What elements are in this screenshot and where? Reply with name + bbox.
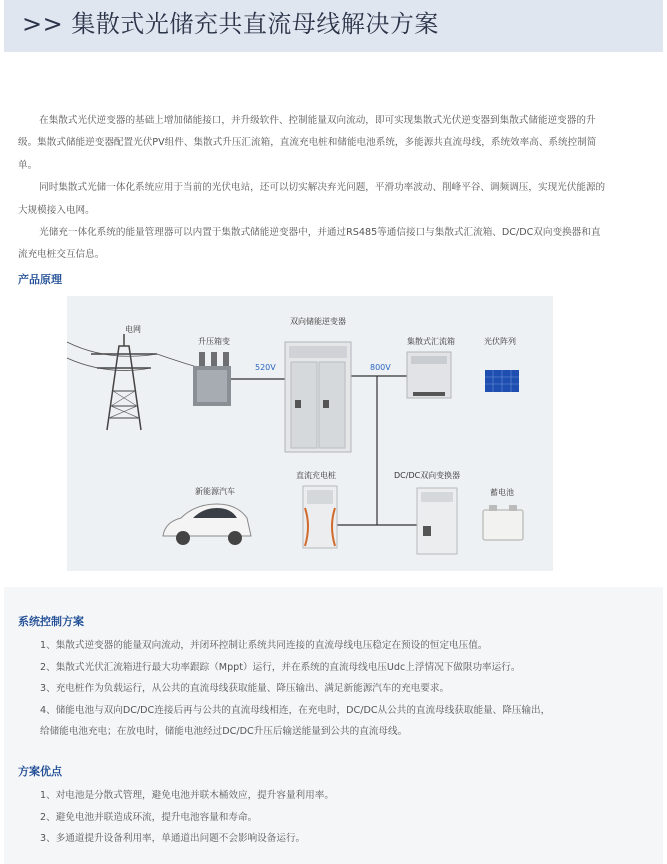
lower-section bbox=[4, 587, 663, 864]
advantages-list bbox=[40, 785, 334, 850]
label-combiner: 集散式汇流箱 bbox=[407, 337, 455, 346]
label-ev: 新能源汽车 bbox=[195, 487, 235, 496]
page-header bbox=[4, 0, 663, 52]
page-title: >> 集散式光储充共直流母线解决方案 bbox=[22, 10, 439, 38]
inverter-cabinet-icon bbox=[285, 342, 351, 452]
label-dcdc: DC/DC双向变换器 bbox=[394, 471, 461, 480]
label-transformer: 升压箱变 bbox=[198, 337, 230, 346]
label-grid: 电网 bbox=[125, 325, 141, 334]
control-heading: 系统控制方案 bbox=[18, 615, 84, 628]
intro-paragraph: 光储充一体化系统的能量管理器可以内置于集散式储能逆变器中，并通过RS485等通信接口与集散式汇流箱、DC/DC双向变换器和直流充电桩交互信息。 bbox=[18, 227, 601, 261]
dcdc-converter-icon bbox=[417, 488, 457, 554]
list-item: 4、储能电池与双向DC/DC连接后再与公共的直流母线相连，在充电时，DC/DC从公共的直流母线获取能量、降压输出， bbox=[40, 704, 551, 716]
list-item: 2、避免电池并联造成环流，提升电池容量和寿命。 bbox=[40, 811, 258, 823]
intro-paragraph: 在集散式光伏逆变器的基础上增加储能接口，并升级软件、控制能量双向流动，即可实现集散式光伏逆变器到集散式储能逆变器的升级。集散式储能逆变器配置光伏PV组件、集散式升压汇流箱，直流充电桩和储能电池系统，多能源共直流母线，系统效率高、系统控制简单。 bbox=[18, 115, 597, 171]
solar-panel-icon bbox=[485, 370, 519, 392]
label-520v: 520V bbox=[255, 363, 276, 372]
charger-icon bbox=[303, 486, 337, 548]
battery-icon bbox=[483, 505, 523, 540]
combiner-box-icon bbox=[407, 352, 451, 398]
list-item: 给储能电池充电；在放电时，储能电池经过DC/DC升压后输送能量到公共的直流母线。 bbox=[40, 726, 408, 737]
intro-text bbox=[18, 110, 608, 267]
list-item: 1、集散式逆变器的能量双向流动，并闭环控制让系统共同连接的直流母线电压稳定在预设的恒定电压值。 bbox=[40, 640, 488, 651]
advantages-heading: 方案优点 bbox=[18, 765, 62, 778]
list-item: 1、对电池是分散式管理，避免电池并联木桶效应，提升容量利用率。 bbox=[40, 790, 334, 801]
list-item: 3、充电桩作为负载运行，从公共的直流母线获取能量、降压输出、满足新能源汽车的充电要求。 bbox=[40, 683, 450, 694]
label-charger: 直流充电桩 bbox=[296, 471, 336, 480]
label-pv: 光伏阵列 bbox=[484, 337, 516, 346]
principle-heading: 产品原理 bbox=[18, 273, 62, 286]
system-diagram bbox=[67, 296, 553, 571]
list-item: 2、集散式光伏汇流箱进行最大功率跟踪（Mppt）运行，并在系统的直流母线电压Udc上浮情况下做限功率运行。 bbox=[40, 661, 521, 673]
car-icon bbox=[163, 504, 251, 545]
list-item: 3、多通道提升设备利用率，单通道出问题不会影响设备运行。 bbox=[40, 833, 306, 844]
transformer-icon bbox=[193, 352, 231, 406]
intro-paragraph: 同时集散式光储一体化系统应用于当前的光伏电站，还可以切实解决弃光问题，平滑功率波动、削峰平谷、调频调压，实现光伏能源的大规模接入电网。 bbox=[18, 182, 606, 216]
label-800v: 800V bbox=[370, 363, 391, 372]
control-list bbox=[40, 635, 550, 743]
label-inverter: 双向储能逆变器 bbox=[290, 317, 346, 326]
label-battery: 蓄电池 bbox=[490, 488, 514, 497]
